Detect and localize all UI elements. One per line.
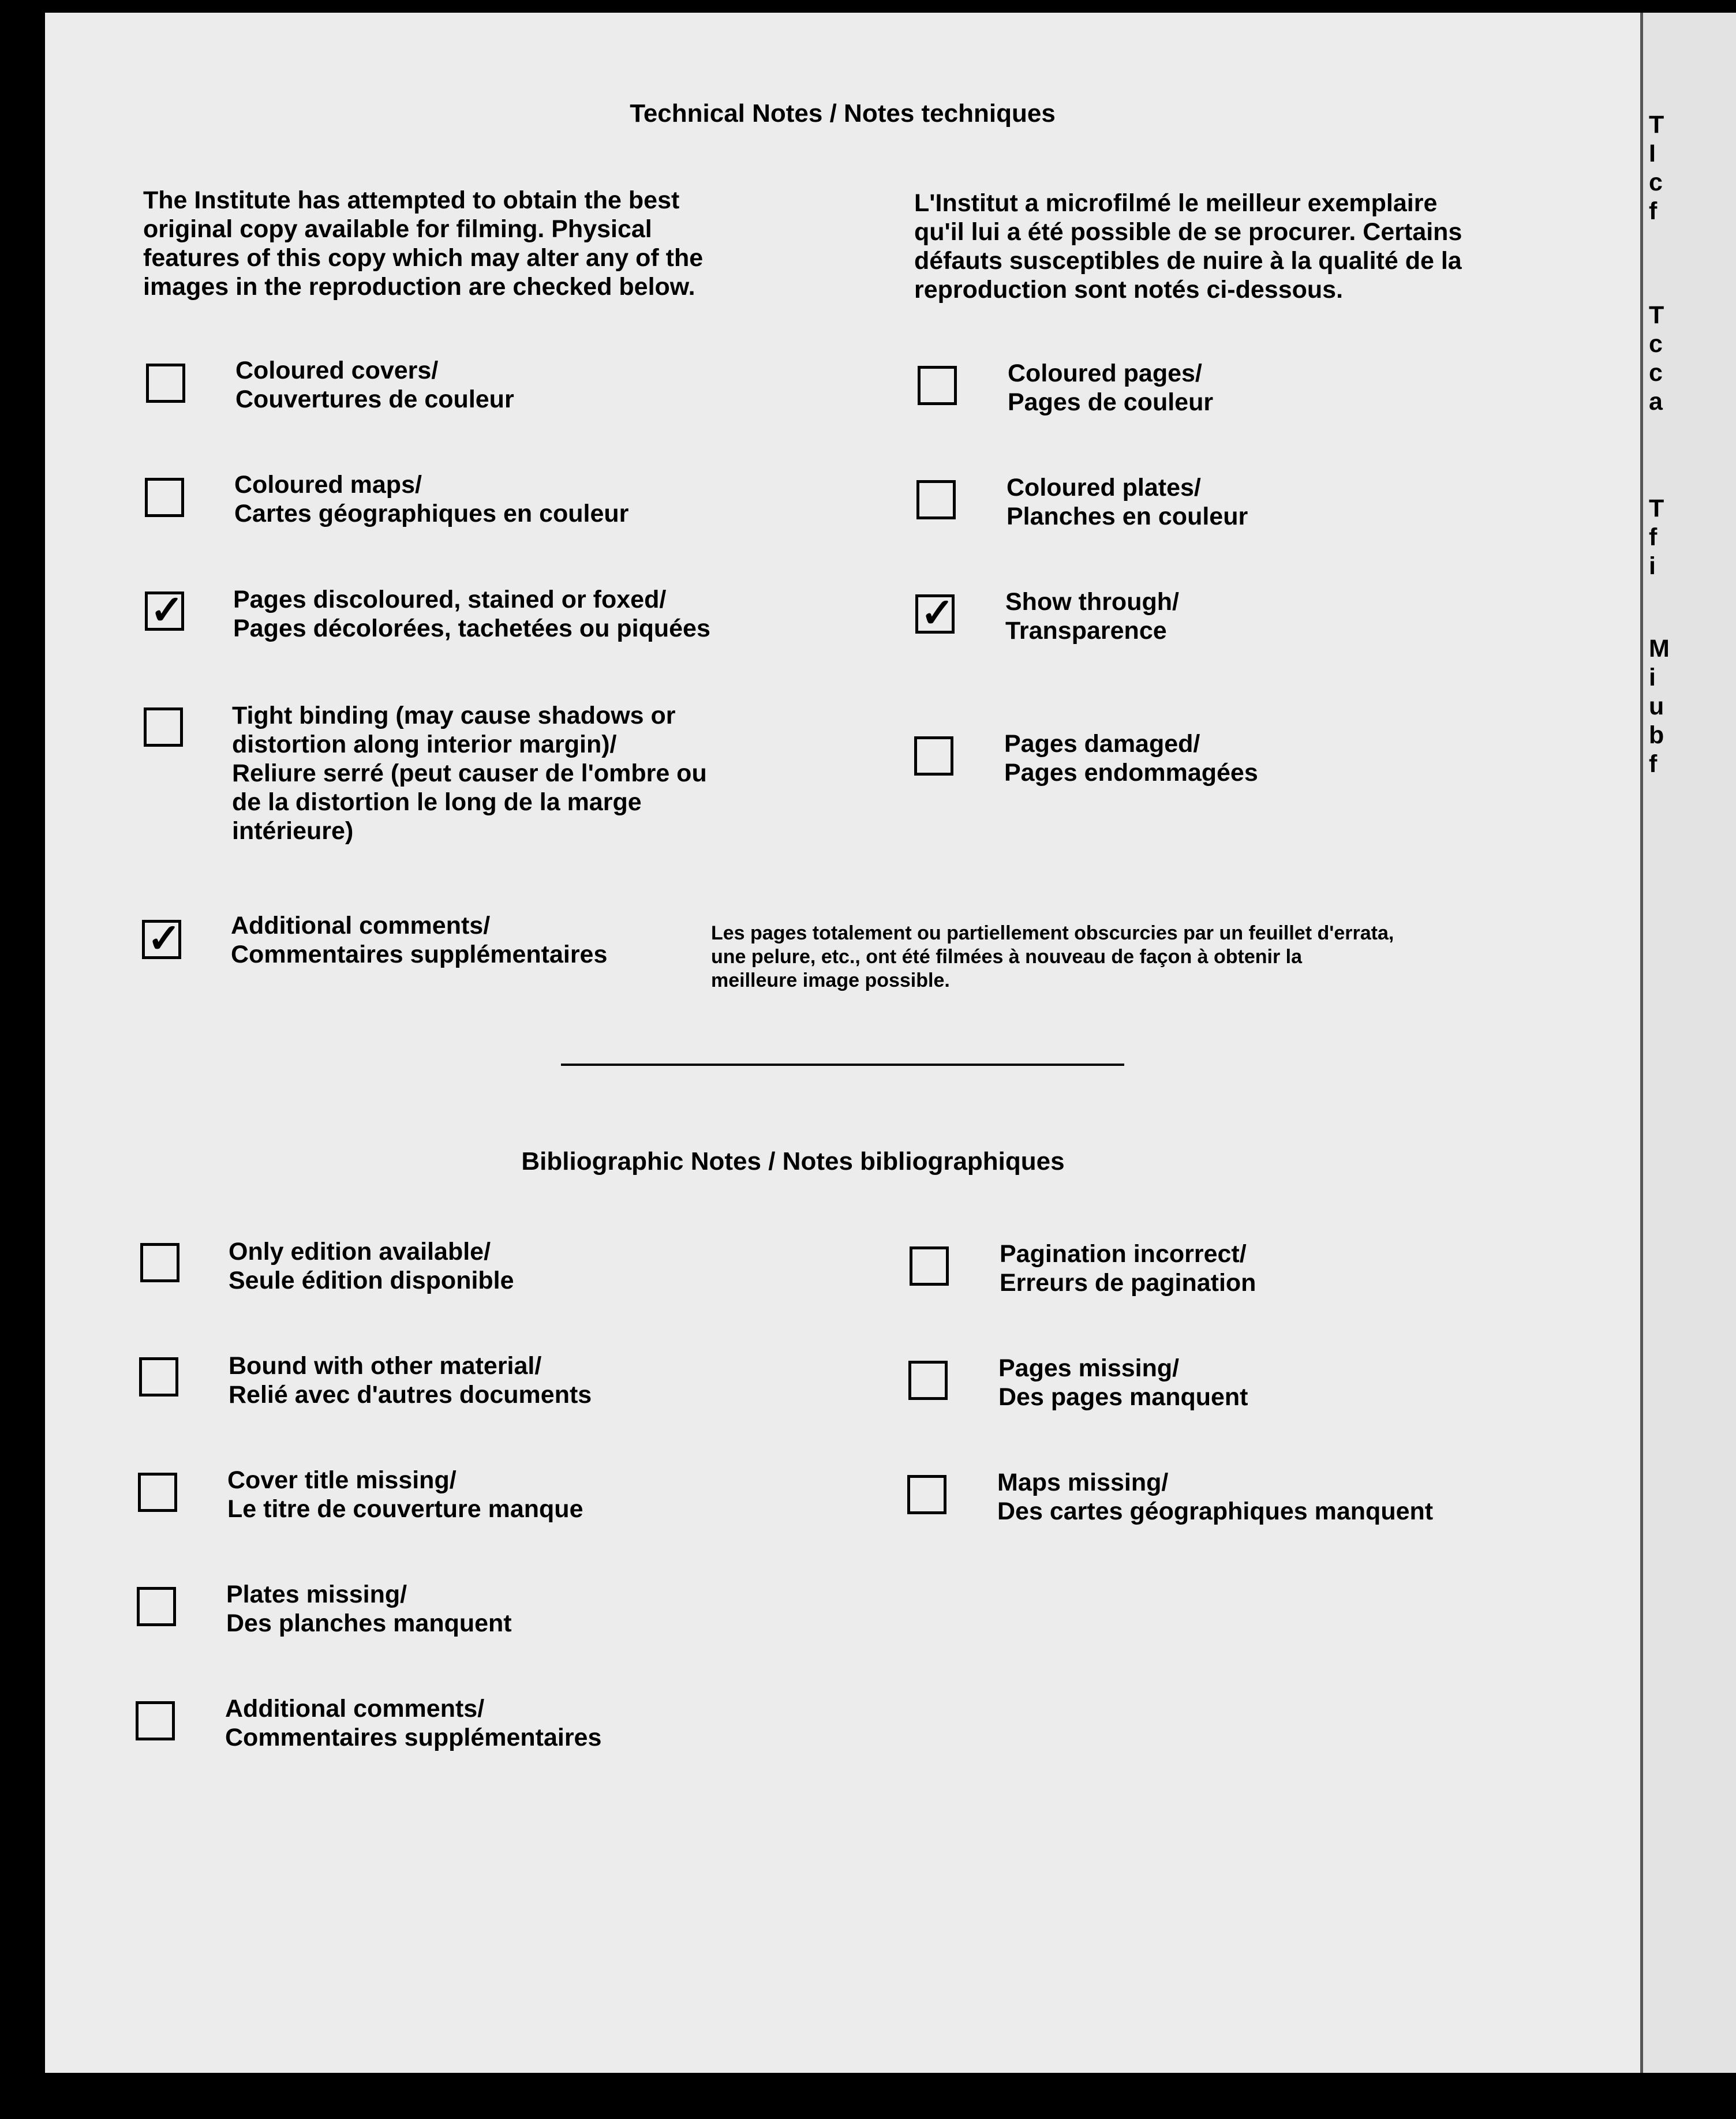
label-pages-damaged: Pages damaged/ Pages endommagées — [1004, 730, 1258, 787]
checkmark-icon: ✓ — [150, 587, 184, 632]
label-cover-title-missing: Cover title missing/ Le titre de couverture manque — [227, 1466, 583, 1523]
edge-letter: b — [1649, 721, 1664, 749]
label-pages-discoloured: Pages discoloured, stained or foxed/ Pages décolorées, tachetées ou piquées — [233, 586, 710, 642]
edge-letter: T — [1649, 111, 1664, 138]
checkbox-pages-missing[interactable] — [908, 1361, 948, 1400]
edge-letter: i — [1649, 664, 1656, 691]
checkbox-only-edition[interactable] — [140, 1243, 179, 1282]
label-tight-binding: Tight binding (may cause shadows or distortion along interior margin)/ Reliure serré (peut causer de l'ombre ou de la distortion le long de la marge intérieure) — [232, 702, 707, 845]
edge-letter: i — [1649, 552, 1656, 580]
checkbox-coloured-covers[interactable] — [146, 364, 185, 403]
label-additional-comments-technical: Additional comments/ Commentaires supplémentaires — [231, 912, 608, 968]
checkbox-pages-damaged[interactable] — [914, 736, 953, 776]
checkbox-coloured-maps[interactable] — [145, 478, 184, 517]
edge-letter: c — [1649, 330, 1663, 358]
checkbox-tight-binding[interactable] — [144, 707, 183, 747]
checkbox-coloured-pages[interactable] — [918, 366, 957, 405]
label-coloured-maps: Coloured maps/ Cartes géographiques en couleur — [234, 471, 629, 527]
section-divider — [561, 1064, 1124, 1066]
intro-english: The Institute has attempted to obtain the best original copy available for filming. Physical features of this copy which may alter any of the images in the reproduction are checked below. — [143, 186, 704, 301]
scanned-page — [45, 13, 1640, 2073]
label-bound-with-other: Bound with other material/ Relié avec d'autres documents — [229, 1352, 592, 1409]
checkmark-icon: ✓ — [147, 916, 181, 961]
edge-letter: a — [1649, 388, 1663, 415]
bibliographic-notes-title: Bibliographic Notes / Notes bibliographiques — [521, 1147, 1065, 1175]
edge-letter: f — [1649, 750, 1658, 778]
label-coloured-pages: Coloured pages/ Pages de couleur — [1008, 360, 1214, 416]
checkbox-maps-missing[interactable] — [907, 1475, 946, 1514]
label-show-through: Show through/ Transparence — [1005, 588, 1179, 645]
edge-letter: M — [1649, 635, 1670, 662]
checkbox-pagination-incorrect[interactable] — [910, 1246, 949, 1286]
checkbox-bound-with-other[interactable] — [139, 1357, 178, 1397]
checkbox-plates-missing[interactable] — [137, 1587, 176, 1626]
edge-letter: I — [1649, 140, 1656, 167]
edge-letter: f — [1649, 197, 1658, 225]
checkbox-coloured-plates[interactable] — [916, 480, 956, 519]
label-maps-missing: Maps missing/ Des cartes géographiques manquent — [997, 1469, 1434, 1525]
checkbox-additional-comments-bibliographic[interactable] — [136, 1701, 175, 1740]
intro-french: L'Institut a microfilmé le meilleur exemplaire qu'il lui a été possible de se procurer. Certains défauts susceptibles de nuire à la qualité de la reproduction sont notés ci-dessous. — [914, 189, 1462, 304]
additional-comments-text: Les pages totalement ou partiellement obscurcies par un feuillet d'errata, une pelure, etc., ont été filmées à nouveau de façon à obtenir la meilleure image possible. — [711, 922, 1394, 991]
edge-letter: c — [1649, 359, 1663, 387]
checkbox-pages-discoloured[interactable] — [145, 587, 184, 632]
checkbox-additional-comments-technical[interactable] — [142, 916, 181, 961]
label-only-edition: Only edition available/ Seule édition disponible — [229, 1238, 514, 1294]
adjacent-page-edge — [1640, 13, 1736, 2073]
label-additional-comments-bibliographic: Additional comments/ Commentaires supplémentaires — [225, 1695, 602, 1751]
label-pages-missing: Pages missing/ Des pages manquent — [998, 1354, 1248, 1411]
edge-letter: u — [1649, 692, 1664, 720]
edge-letter: T — [1649, 301, 1664, 329]
technical-notes-title: Technical Notes / Notes techniques — [630, 99, 1056, 128]
label-coloured-covers: Coloured covers/ Couvertures de couleur — [235, 357, 514, 413]
label-pagination-incorrect: Pagination incorrect/ Erreurs de pagination — [1000, 1240, 1256, 1297]
checkmark-icon: ✓ — [921, 590, 955, 635]
edge-letter: T — [1649, 495, 1664, 522]
checkbox-cover-title-missing[interactable] — [138, 1473, 177, 1512]
checkbox-show-through[interactable] — [915, 590, 955, 635]
label-coloured-plates: Coloured plates/ Planches en couleur — [1007, 474, 1248, 530]
edge-letter: f — [1649, 523, 1658, 551]
edge-letter: c — [1649, 169, 1663, 196]
label-plates-missing: Plates missing/ Des planches manquent — [226, 1581, 512, 1637]
